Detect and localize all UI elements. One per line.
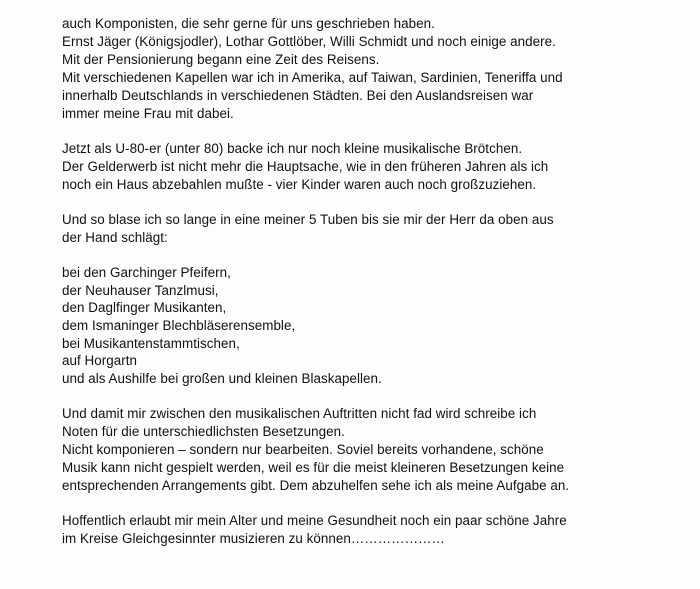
text-line: Mit der Pensionierung begann eine Zeit des Reisens. [62, 52, 380, 67]
text-line: Und damit mir zwischen den musikalischen Auftritten nicht fad wird schreibe ich [62, 406, 537, 421]
text-line: Noten für die unterschiedlichsten Besetzungen. [62, 424, 345, 439]
text-line: Der Gelderwerb ist nicht mehr die Hauptsache, wie in den früheren Jahren als ich [62, 159, 549, 174]
text-line: auch Komponisten, die sehr gerne für uns geschrieben haben. [62, 16, 435, 31]
text-line: innerhalb Deutschlands in verschiedenen Städten. Bei den Auslandsreisen war [62, 88, 534, 103]
text-line: Ernst Jäger (Königsjodler), Lothar Gottlöber, Willi Schmidt und noch einige andere. [62, 34, 556, 49]
text-line: noch ein Haus abzebahlen mußte - vier Kinder waren auch noch großzuziehen. [62, 177, 537, 192]
list-item: auf Horgartn [62, 353, 138, 368]
text-line: Hoffentlich erlaubt mir mein Alter und meine Gesundheit noch ein paar schöne Jahre [62, 513, 567, 528]
text-line: der Hand schlägt: [62, 230, 168, 245]
list-item: und als Aushilfe bei großen und kleinen Blaskapellen. [62, 371, 382, 386]
list-item: bei Musikantenstammtischen, [62, 336, 240, 351]
text-line: Und so blase ich so lange in eine meiner 5 Tuben bis sie mir der Herr da oben aus [62, 212, 554, 227]
text-line: entsprechenden Arrangements gibt. Dem abzuhelfen sehe ich als meine Aufgabe an. [62, 478, 570, 493]
text-line: Jetzt als U-80-er (unter 80) backe ich nur noch kleine musikalische Brötchen. [62, 141, 523, 156]
list-item: den Daglfinger Musikanten, [62, 300, 227, 315]
list-item: bei den Garchinger Pfeifern, [62, 265, 231, 280]
list-item: der Neuhauser Tanzlmusi, [62, 283, 219, 298]
text-line: Nicht komponieren – sondern nur bearbeiten. Soviel bereits vorhandene, schöne [62, 442, 544, 457]
text-line: im Kreise Gleichgesinnter musizieren zu können………………… [62, 531, 445, 546]
text-line: Musik kann nicht gespielt werden, weil es für die meist kleineren Besetzungen keine [62, 460, 565, 475]
text-line: Mit verschiedenen Kapellen war ich in Amerika, auf Taiwan, Sardinien, Teneriffa und [62, 70, 563, 85]
text-line: immer meine Frau mit dabei. [62, 106, 234, 121]
list-item: dem Ismaninger Blechbläserensemble, [62, 318, 296, 333]
